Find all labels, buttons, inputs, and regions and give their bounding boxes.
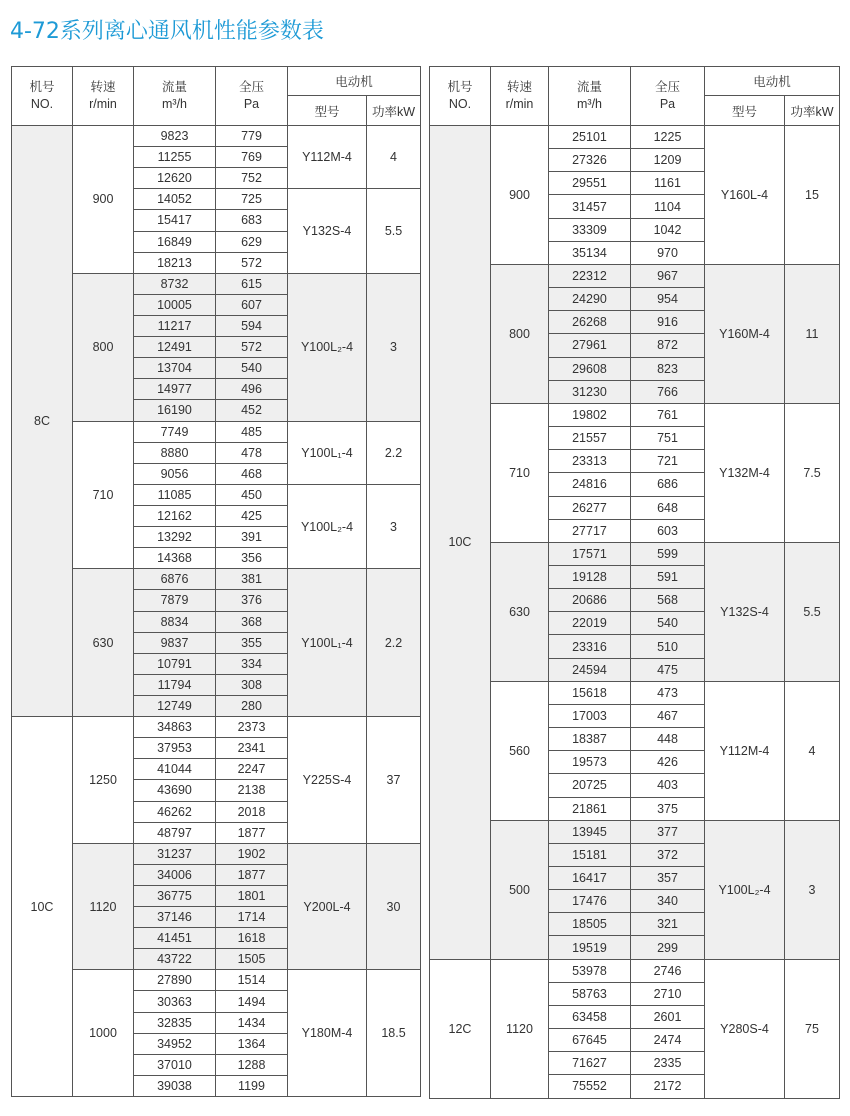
pressure-cell: 368	[216, 611, 288, 632]
pressure-cell: 970	[631, 241, 705, 264]
flow-cell: 15181	[549, 843, 631, 866]
table-row	[12, 843, 421, 864]
motor-power-cell: 2.2	[367, 421, 421, 484]
machine-no-cell: 10C	[12, 717, 73, 1097]
pressure-cell: 478	[216, 442, 288, 463]
flow-cell: 27717	[549, 519, 631, 542]
flow-cell: 43690	[134, 780, 216, 801]
pressure-cell: 967	[631, 264, 705, 287]
header-flow: 流量 m³/h	[134, 67, 216, 126]
pressure-cell: 381	[216, 569, 288, 590]
motor-model-cell: Y180M-4	[288, 970, 367, 1097]
pressure-cell: 1104	[631, 195, 705, 218]
pressure-cell: 1494	[216, 991, 288, 1012]
flow-cell: 14052	[134, 189, 216, 210]
table-row	[430, 403, 840, 426]
flow-cell: 43722	[134, 949, 216, 970]
left-performance-table	[11, 66, 421, 1097]
page-title: 4-72系列离心通风机性能参数表	[10, 19, 324, 44]
pressure-cell: 357	[631, 867, 705, 890]
flow-cell: 25101	[549, 126, 631, 149]
motor-power-cell: 2.2	[367, 569, 421, 717]
motor-model-cell: Y280S-4	[705, 959, 785, 1098]
pressure-cell: 1877	[216, 864, 288, 885]
pressure-cell: 308	[216, 674, 288, 695]
flow-cell: 13292	[134, 527, 216, 548]
motor-power-cell: 37	[367, 717, 421, 844]
pressure-cell: 448	[631, 728, 705, 751]
flow-cell: 27326	[549, 149, 631, 172]
speed-cell: 1000	[73, 970, 134, 1097]
flow-cell: 26277	[549, 496, 631, 519]
pressure-cell: 648	[631, 496, 705, 519]
flow-cell: 11255	[134, 147, 216, 168]
pressure-cell: 1514	[216, 970, 288, 991]
speed-cell: 900	[73, 126, 134, 274]
header-power: 功率kW	[785, 96, 840, 126]
table-row	[430, 542, 840, 565]
motor-model-cell: Y225S-4	[288, 717, 367, 844]
pressure-cell: 2247	[216, 759, 288, 780]
pressure-cell: 280	[216, 695, 288, 716]
flow-cell: 67645	[549, 1029, 631, 1052]
flow-cell: 19128	[549, 565, 631, 588]
pressure-cell: 1801	[216, 885, 288, 906]
flow-cell: 12162	[134, 505, 216, 526]
pressure-cell: 823	[631, 357, 705, 380]
pressure-cell: 872	[631, 334, 705, 357]
pressure-cell: 2710	[631, 982, 705, 1005]
pressure-cell: 954	[631, 288, 705, 311]
pressure-cell: 2335	[631, 1052, 705, 1075]
flow-cell: 6876	[134, 569, 216, 590]
flow-cell: 9823	[134, 126, 216, 147]
pressure-cell: 594	[216, 315, 288, 336]
pressure-cell: 321	[631, 913, 705, 936]
flow-cell: 12620	[134, 168, 216, 189]
motor-model-cell: Y100L₂-4	[705, 820, 785, 959]
flow-cell: 8834	[134, 611, 216, 632]
pressure-cell: 2373	[216, 717, 288, 738]
header-machine-no: 机号 NO.	[430, 67, 491, 126]
pressure-cell: 766	[631, 380, 705, 403]
flow-cell: 24290	[549, 288, 631, 311]
motor-power-cell: 11	[785, 264, 840, 403]
flow-cell: 34863	[134, 717, 216, 738]
flow-cell: 9837	[134, 632, 216, 653]
pressure-cell: 468	[216, 463, 288, 484]
flow-cell: 21557	[549, 427, 631, 450]
speed-cell: 500	[491, 820, 549, 959]
header-pressure: 全压 Pa	[631, 67, 705, 126]
pressure-cell: 375	[631, 797, 705, 820]
flow-cell: 37146	[134, 907, 216, 928]
pressure-cell: 1618	[216, 928, 288, 949]
speed-cell: 630	[73, 569, 134, 717]
header-pressure: 全压 Pa	[216, 67, 288, 126]
flow-cell: 22019	[549, 612, 631, 635]
pressure-cell: 686	[631, 473, 705, 496]
motor-model-cell: Y160L-4	[705, 126, 785, 265]
pressure-cell: 475	[631, 658, 705, 681]
speed-cell: 900	[491, 126, 549, 265]
flow-cell: 15417	[134, 210, 216, 231]
flow-cell: 35134	[549, 241, 631, 264]
motor-model-cell: Y200L-4	[288, 843, 367, 970]
pressure-cell: 1199	[216, 1075, 288, 1096]
table-row	[430, 264, 840, 287]
motor-power-cell: 18.5	[367, 970, 421, 1097]
header-model: 型号	[288, 96, 367, 126]
speed-cell: 1250	[73, 717, 134, 844]
pressure-cell: 426	[631, 751, 705, 774]
flow-cell: 21861	[549, 797, 631, 820]
header-power: 功率kW	[367, 96, 421, 126]
flow-cell: 31230	[549, 380, 631, 403]
pressure-cell: 299	[631, 936, 705, 959]
pressure-cell: 2341	[216, 738, 288, 759]
flow-cell: 12491	[134, 337, 216, 358]
table-row	[12, 717, 421, 738]
pressure-cell: 1902	[216, 843, 288, 864]
speed-cell: 1120	[491, 959, 549, 1098]
flow-cell: 27890	[134, 970, 216, 991]
flow-cell: 19519	[549, 936, 631, 959]
flow-cell: 17571	[549, 542, 631, 565]
pressure-cell: 2601	[631, 1005, 705, 1028]
motor-power-cell: 5.5	[785, 542, 840, 681]
flow-cell: 9056	[134, 463, 216, 484]
speed-cell: 1120	[73, 843, 134, 970]
flow-cell: 37953	[134, 738, 216, 759]
pressure-cell: 1042	[631, 218, 705, 241]
pressure-cell: 1714	[216, 907, 288, 928]
machine-no-cell: 8C	[12, 126, 73, 717]
flow-cell: 17003	[549, 704, 631, 727]
pressure-cell: 591	[631, 565, 705, 588]
flow-cell: 34952	[134, 1033, 216, 1054]
motor-model-cell: Y160M-4	[705, 264, 785, 403]
header-model: 型号	[705, 96, 785, 126]
pressure-cell: 572	[216, 252, 288, 273]
pressure-cell: 2746	[631, 959, 705, 982]
flow-cell: 29551	[549, 172, 631, 195]
pressure-cell: 355	[216, 632, 288, 653]
pressure-cell: 356	[216, 548, 288, 569]
motor-power-cell: 4	[785, 681, 840, 820]
pressure-cell: 916	[631, 311, 705, 334]
motor-model-cell: Y132M-4	[705, 403, 785, 542]
motor-model-cell: Y132S-4	[288, 189, 367, 273]
pressure-cell: 2018	[216, 801, 288, 822]
flow-cell: 8880	[134, 442, 216, 463]
flow-cell: 18213	[134, 252, 216, 273]
flow-cell: 17476	[549, 890, 631, 913]
flow-cell: 71627	[549, 1052, 631, 1075]
speed-cell: 560	[491, 681, 549, 820]
pressure-cell: 510	[631, 635, 705, 658]
motor-power-cell: 30	[367, 843, 421, 970]
pressure-cell: 540	[216, 358, 288, 379]
pressure-cell: 425	[216, 505, 288, 526]
motor-power-cell: 4	[367, 126, 421, 189]
pressure-cell: 568	[631, 589, 705, 612]
flow-cell: 19573	[549, 751, 631, 774]
flow-cell: 34006	[134, 864, 216, 885]
motor-power-cell: 7.5	[785, 403, 840, 542]
speed-cell: 800	[73, 273, 134, 421]
speed-cell: 630	[491, 542, 549, 681]
pressure-cell: 473	[631, 681, 705, 704]
flow-cell: 8732	[134, 273, 216, 294]
pressure-cell: 779	[216, 126, 288, 147]
pressure-cell: 683	[216, 210, 288, 231]
header-motor: 电动机	[705, 67, 840, 96]
motor-model-cell: Y112M-4	[288, 126, 367, 189]
motor-power-cell: 3	[367, 273, 421, 421]
header-speed: 转速 r/min	[73, 67, 134, 126]
flow-cell: 20725	[549, 774, 631, 797]
speed-cell: 800	[491, 264, 549, 403]
flow-cell: 16417	[549, 867, 631, 890]
pressure-cell: 615	[216, 273, 288, 294]
table-row	[12, 970, 421, 991]
flow-cell: 18505	[549, 913, 631, 936]
flow-cell: 20686	[549, 589, 631, 612]
pressure-cell: 403	[631, 774, 705, 797]
pressure-cell: 721	[631, 450, 705, 473]
pressure-cell: 1505	[216, 949, 288, 970]
flow-cell: 16190	[134, 400, 216, 421]
flow-cell: 33309	[549, 218, 631, 241]
flow-cell: 11794	[134, 674, 216, 695]
flow-cell: 7749	[134, 421, 216, 442]
motor-power-cell: 5.5	[367, 189, 421, 273]
flow-cell: 27961	[549, 334, 631, 357]
machine-no-cell: 12C	[430, 959, 491, 1098]
pressure-cell: 629	[216, 231, 288, 252]
pressure-cell: 607	[216, 294, 288, 315]
flow-cell: 29608	[549, 357, 631, 380]
motor-power-cell: 3	[785, 820, 840, 959]
pressure-cell: 752	[216, 168, 288, 189]
flow-cell: 30363	[134, 991, 216, 1012]
flow-cell: 19802	[549, 403, 631, 426]
flow-cell: 31457	[549, 195, 631, 218]
pressure-cell: 377	[631, 820, 705, 843]
flow-cell: 10791	[134, 653, 216, 674]
flow-cell: 24816	[549, 473, 631, 496]
pressure-cell: 496	[216, 379, 288, 400]
table-row	[430, 126, 840, 149]
motor-model-cell: Y112M-4	[705, 681, 785, 820]
flow-cell: 14977	[134, 379, 216, 400]
motor-power-cell: 3	[367, 484, 421, 568]
flow-cell: 58763	[549, 982, 631, 1005]
motor-model-cell: Y100L₁-4	[288, 569, 367, 717]
pressure-cell: 1209	[631, 149, 705, 172]
table-row	[12, 421, 421, 442]
flow-cell: 26268	[549, 311, 631, 334]
pressure-cell: 599	[631, 542, 705, 565]
motor-model-cell: Y132S-4	[705, 542, 785, 681]
flow-cell: 23313	[549, 450, 631, 473]
header-machine-no: 机号 NO.	[12, 67, 73, 126]
header-speed: 转速 r/min	[491, 67, 549, 126]
flow-cell: 11085	[134, 484, 216, 505]
pressure-cell: 1434	[216, 1012, 288, 1033]
flow-cell: 63458	[549, 1005, 631, 1028]
pressure-cell: 1364	[216, 1033, 288, 1054]
table-row	[430, 681, 840, 704]
pressure-cell: 2172	[631, 1075, 705, 1098]
flow-cell: 48797	[134, 822, 216, 843]
header-flow: 流量 m³/h	[549, 67, 631, 126]
table-row	[12, 569, 421, 590]
flow-cell: 13704	[134, 358, 216, 379]
table-row	[430, 959, 840, 982]
motor-power-cell: 15	[785, 126, 840, 265]
speed-cell: 710	[73, 421, 134, 569]
flow-cell: 46262	[134, 801, 216, 822]
pressure-cell: 751	[631, 427, 705, 450]
flow-cell: 23316	[549, 635, 631, 658]
right-performance-table	[429, 66, 840, 1099]
motor-model-cell: Y100L₂-4	[288, 273, 367, 421]
motor-power-cell: 75	[785, 959, 840, 1098]
pressure-cell: 391	[216, 527, 288, 548]
motor-model-cell: Y100L₂-4	[288, 484, 367, 568]
flow-cell: 11217	[134, 315, 216, 336]
flow-cell: 15618	[549, 681, 631, 704]
flow-cell: 24594	[549, 658, 631, 681]
machine-no-cell: 10C	[430, 126, 491, 960]
flow-cell: 14368	[134, 548, 216, 569]
flow-cell: 12749	[134, 695, 216, 716]
flow-cell: 75552	[549, 1075, 631, 1098]
flow-cell: 31237	[134, 843, 216, 864]
pressure-cell: 540	[631, 612, 705, 635]
pressure-cell: 2474	[631, 1029, 705, 1052]
pressure-cell: 2138	[216, 780, 288, 801]
table-row	[12, 273, 421, 294]
pressure-cell: 372	[631, 843, 705, 866]
pressure-cell: 485	[216, 421, 288, 442]
pressure-cell: 1225	[631, 126, 705, 149]
pressure-cell: 1288	[216, 1054, 288, 1075]
motor-model-cell: Y100L₁-4	[288, 421, 367, 484]
pressure-cell: 1161	[631, 172, 705, 195]
pressure-cell: 452	[216, 400, 288, 421]
pressure-cell: 450	[216, 484, 288, 505]
flow-cell: 36775	[134, 885, 216, 906]
pressure-cell: 467	[631, 704, 705, 727]
flow-cell: 16849	[134, 231, 216, 252]
flow-cell: 53978	[549, 959, 631, 982]
pressure-cell: 340	[631, 890, 705, 913]
pressure-cell: 769	[216, 147, 288, 168]
table-row	[12, 126, 421, 147]
flow-cell: 41451	[134, 928, 216, 949]
flow-cell: 10005	[134, 294, 216, 315]
pressure-cell: 1877	[216, 822, 288, 843]
flow-cell: 18387	[549, 728, 631, 751]
flow-cell: 39038	[134, 1075, 216, 1096]
speed-cell: 710	[491, 403, 549, 542]
pressure-cell: 376	[216, 590, 288, 611]
header-motor: 电动机	[288, 67, 421, 96]
flow-cell: 22312	[549, 264, 631, 287]
flow-cell: 7879	[134, 590, 216, 611]
flow-cell: 32835	[134, 1012, 216, 1033]
pressure-cell: 603	[631, 519, 705, 542]
pressure-cell: 334	[216, 653, 288, 674]
pressure-cell: 761	[631, 403, 705, 426]
pressure-cell: 725	[216, 189, 288, 210]
flow-cell: 41044	[134, 759, 216, 780]
table-row	[430, 820, 840, 843]
flow-cell: 37010	[134, 1054, 216, 1075]
pressure-cell: 572	[216, 337, 288, 358]
flow-cell: 13945	[549, 820, 631, 843]
